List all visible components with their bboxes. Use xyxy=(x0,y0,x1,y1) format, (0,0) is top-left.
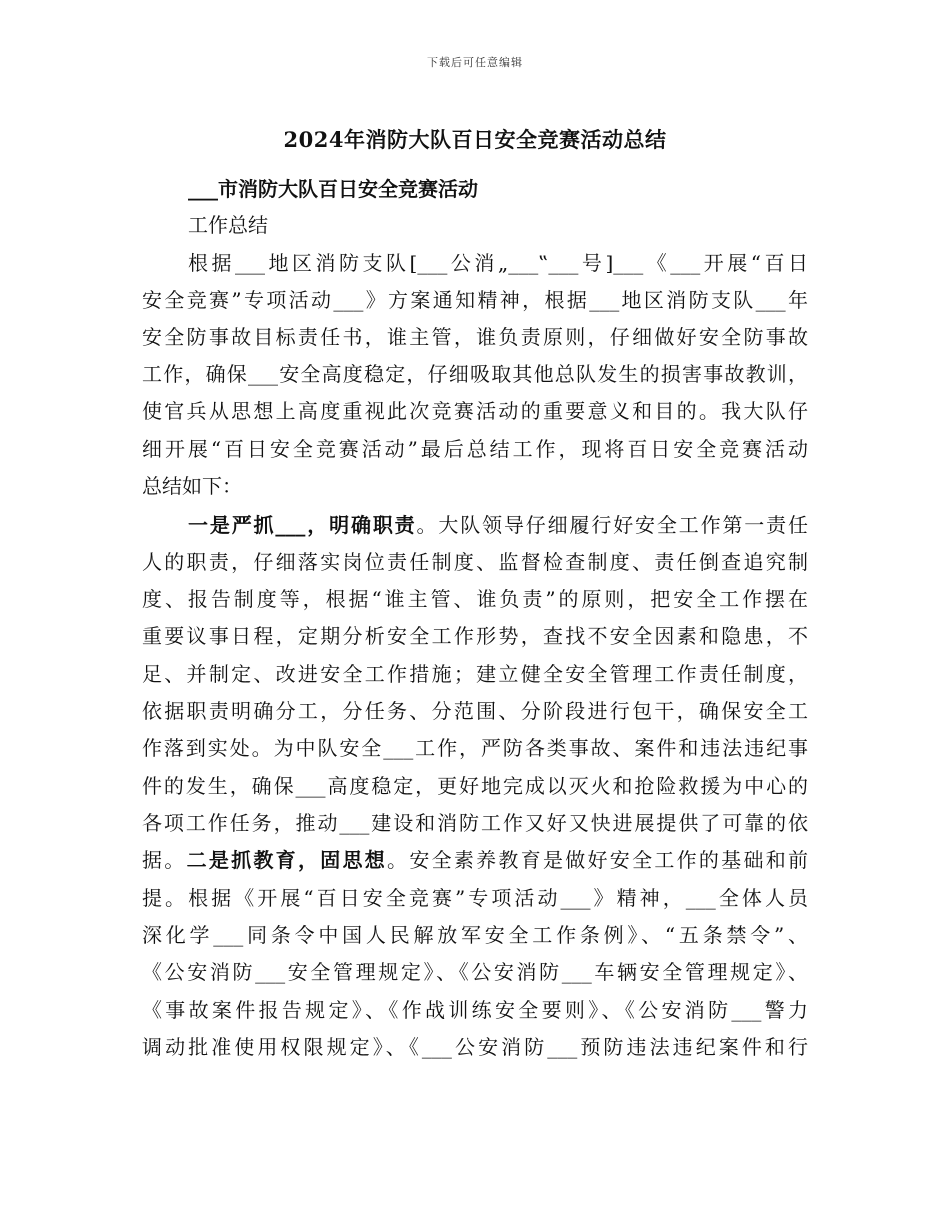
section-heading-2: 二是抓教育，固思想 xyxy=(186,848,388,872)
body-line: 度、报告制度等，根据“谁主管、谁负责”的原则，把安全工作摆在 xyxy=(142,587,808,611)
body-line: 使官兵从思想上高度重视此次竞赛活动的重要意义和目的。我大队仔 xyxy=(142,399,808,423)
body-line: 《公安消防___安全管理规定》、《公安消防___车辆安全管理规定》、 xyxy=(142,960,808,984)
body-text: 。安全素养教育是做好安全工作的基础和前 xyxy=(387,848,809,872)
section-heading-1: 一是严抓___，明确职责 xyxy=(188,513,417,537)
body-line: 《事故案件报告规定》、《作战训练安全要则》、《公安消防___警力 xyxy=(142,998,808,1022)
document-subtitle: ___市消防大队百日安全竞赛活动 xyxy=(188,177,478,201)
body-line: 安全竞赛”专项活动___》方案通知精神，根据___地区消防支队___年 xyxy=(142,288,808,312)
body-line: 足、并制定、改进安全工作措施；建立健全安全管理工作责任制度， xyxy=(142,662,808,686)
body-line: 调动批准使用权限规定》、《___公安消防___预防违法违纪案件和行 xyxy=(142,1035,808,1059)
body-text: 据。 xyxy=(142,848,187,872)
body-line: 作落到实处。为中队安全___工作，严防各类事故、案件和违法违纪事 xyxy=(142,736,808,760)
document-title: 2024年消防大队百日安全竞赛活动总结 xyxy=(283,127,667,152)
body-line xyxy=(142,846,808,874)
body-line: 工作总结 xyxy=(188,213,268,237)
body-line: 安全防事故目标责任书，谁主管，谁负责原则，仔细做好安全防事故 xyxy=(142,325,808,349)
body-line: 细开展“百日安全竞赛活动”最后总结工作，现将百日安全竞赛活动 xyxy=(142,437,808,461)
body-line xyxy=(188,511,808,539)
body-line: 各项工作任务，推动___建设和消防工作又好又快进展提供了可靠的依 xyxy=(142,811,808,835)
body-line: 总结如下： xyxy=(142,474,242,498)
body-line: 重要议事日程，定期分析安全工作形势，查找不安全因素和隐患，不 xyxy=(142,624,808,648)
body-text: 。大队领导仔细履行好安全工作第一责任 xyxy=(416,513,809,537)
body-line: 深化学___同条令中国人民解放军安全工作条例》、“五条禁令”、 xyxy=(142,923,808,947)
body-line: 根据___地区消防支队[___公消„___‟___号]___《___开展“百日 xyxy=(188,251,808,275)
body-line: 件的发生，确保___高度稳定，更好地完成以灭火和抢险救援为中心的 xyxy=(142,774,808,798)
body-line: 依据职责明确分工，分任务、分范围、分阶段进行包干，确保安全工 xyxy=(142,699,808,723)
body-line: 人的职责，仔细落实岗位责任制度、监督检查制度、责任倒查追究制 xyxy=(142,550,808,574)
body-line: 工作，确保___安全高度稳定，仔细吸取其他总队发生的损害事故教训， xyxy=(142,362,808,386)
body-line: 提。根据《开展“百日安全竞赛”专项活动___》精神，___全体人员 xyxy=(142,886,808,910)
header-note: 下载后可任意编辑 xyxy=(427,56,523,69)
